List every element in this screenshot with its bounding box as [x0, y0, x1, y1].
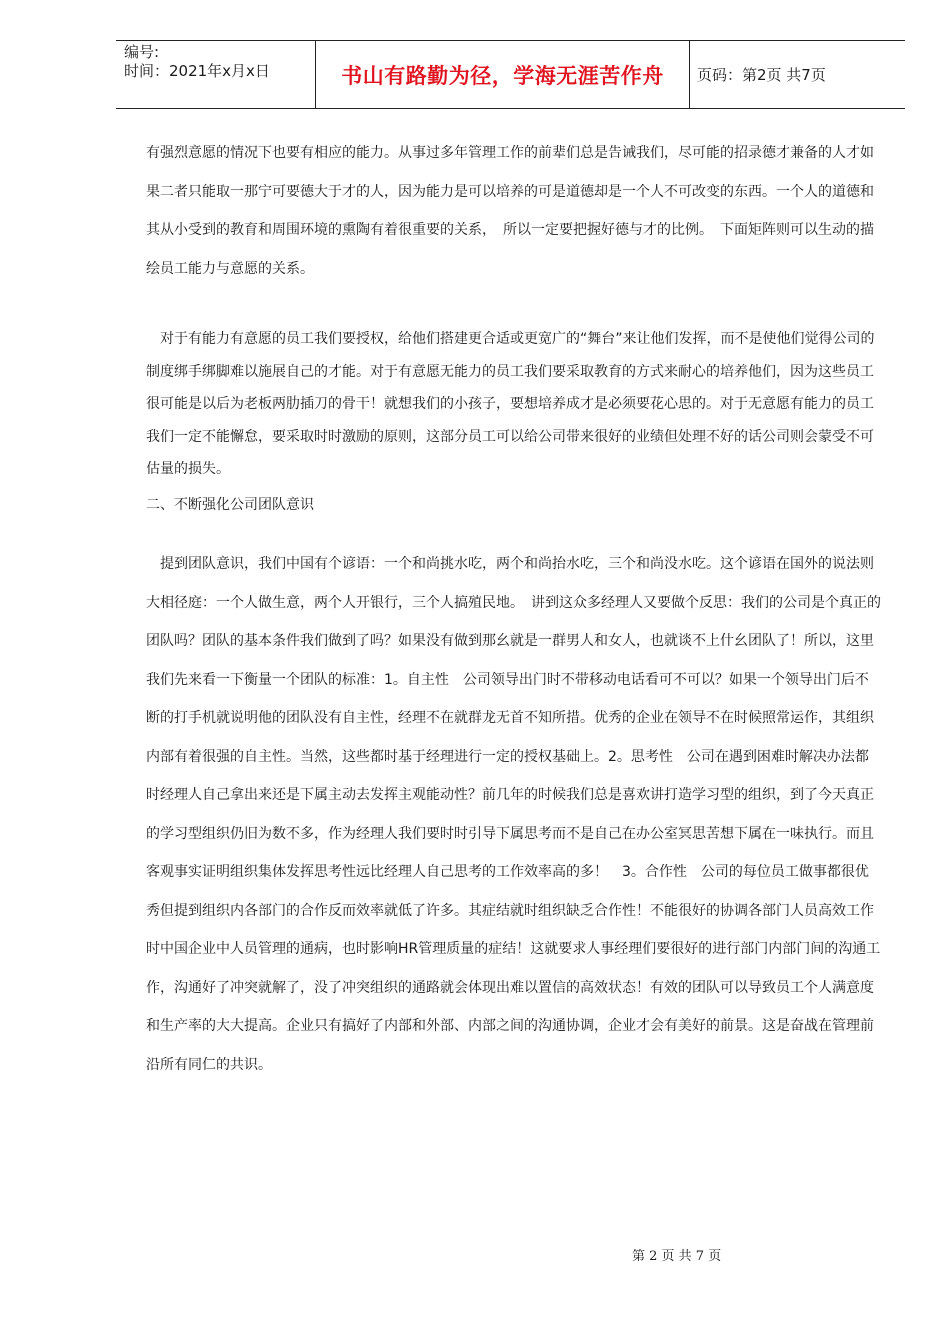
document-time-label: 时间：2021年x月x日: [124, 62, 270, 80]
header-motto: 书山有路勤为径，学海无涯苦作舟: [341, 63, 664, 88]
page-footer: 第 2 页 共 7 页: [632, 1249, 722, 1264]
page-header: [116, 40, 905, 109]
section-heading-team: 二、不断强化公司团队意识: [146, 497, 314, 513]
header-left-cell: [116, 41, 315, 108]
header-page-info: 页码：第2页 共7页: [697, 66, 826, 84]
paragraph-ability-willingness: 有强烈意愿的情况下也要有相应的能力。从事过多年管理工作的前辈们总是告诫我们，尽可能的招录德才兼备的人才如果二者只能取一那宁可要德大于才的人，因为能力是可以培养的可是道德却是一个人不可改变的东西。一个人的道德和其从小受到的教育和周围环境的熏陶有着很重要的关系， 所以一定要把握好德与才的比例。 下面矩阵则可以生动的描绘员工能力与意愿的关系。: [146, 145, 874, 277]
header-page-cell: [689, 41, 905, 108]
document-number-label: 编号:: [124, 43, 160, 61]
paragraph-employee-types: 对于有能力有意愿的员工我们要授权，给他们搭建更合适或更宽广的“舞台”来让他们发挥，而不是使他们觉得公司的制度绑手绑脚难以施展自己的才能。对于有意愿无能力的员工我们要采取教育的方式来耐心的培养他们，因为这些员工很可能是以后为老板两肋插刀的骨干！就想我们的小孩子，要想培养成才是必须要花心思的。对于无意愿有能力的员工我们一定不能懈怠，要采取时时激励的原则，这部分员工可以给公司带来很好的业绩但处理不好的话公司则会蒙受不可估量的损失。: [146, 331, 875, 477]
paragraph-team-spirit: 提到团队意识，我们中国有个谚语：一个和尚挑水吃，两个和尚抬水吃，三个和尚没水吃。这个谚语在国外的说法则大相径庭：一个人做生意，两个人开银行，三个人搞殖民地。 讲到这众多经理人又要做个反思：我们的公司是个真正的团队吗？团队的基本条件我们做到了吗？如果没有做到那幺就是一群男人和女人，也就谈不上什幺团队了！所以，这里我们先来看一下衡量一个团队的标准：1。自主性 公司领导出门时不带移动电话看可不可以？如果一个领导出门后不断的打手机就说明他的团队没有自主性，经理不在就群龙无首不知所措。优秀的企业在领导不在时候照常运作，其组织内部有着很强的自主性。当然，这些都时基于经理进行一定的授权基础上。2。思考性 公司在遇到困难时解决办法都时经理人自己拿出来还是下属主动去发挥主观能动性？前几年的时候我们总是喜欢讲打造学习型的组织，到了今天真正的学习型组织仍旧为数不多，作为经理人我们要时时引导下属思考而不是自己在办公室冥思苦想下属在一味执行。而且客观事实证明组织集体发挥思考性远比经理人自己思考的工作效率高的多！ 3。合作性 公司的每位员工做事都很优秀但提到组织内各部门的合作反而效率就低了许多。其症结就时组织缺乏合作性！不能很好的协调各部门人员高效工作时中国企业中人员管理的通病，也时影响HR管理质量的症结！这就要求人事经理们要很好的进行部门内部门间的沟通工作，沟通好了冲突就解了，没了冲突组织的通路就会体现出难以置信的高效状态！有效的团队可以导致员工个人满意度和生产率的大大提高。企业只有搞好了内部和外部、内部之间的沟通协调，企业才会有美好的前景。这是奋战在管理前沿所有同仁的共识。: [146, 556, 881, 1073]
header-motto-cell: [315, 41, 690, 108]
